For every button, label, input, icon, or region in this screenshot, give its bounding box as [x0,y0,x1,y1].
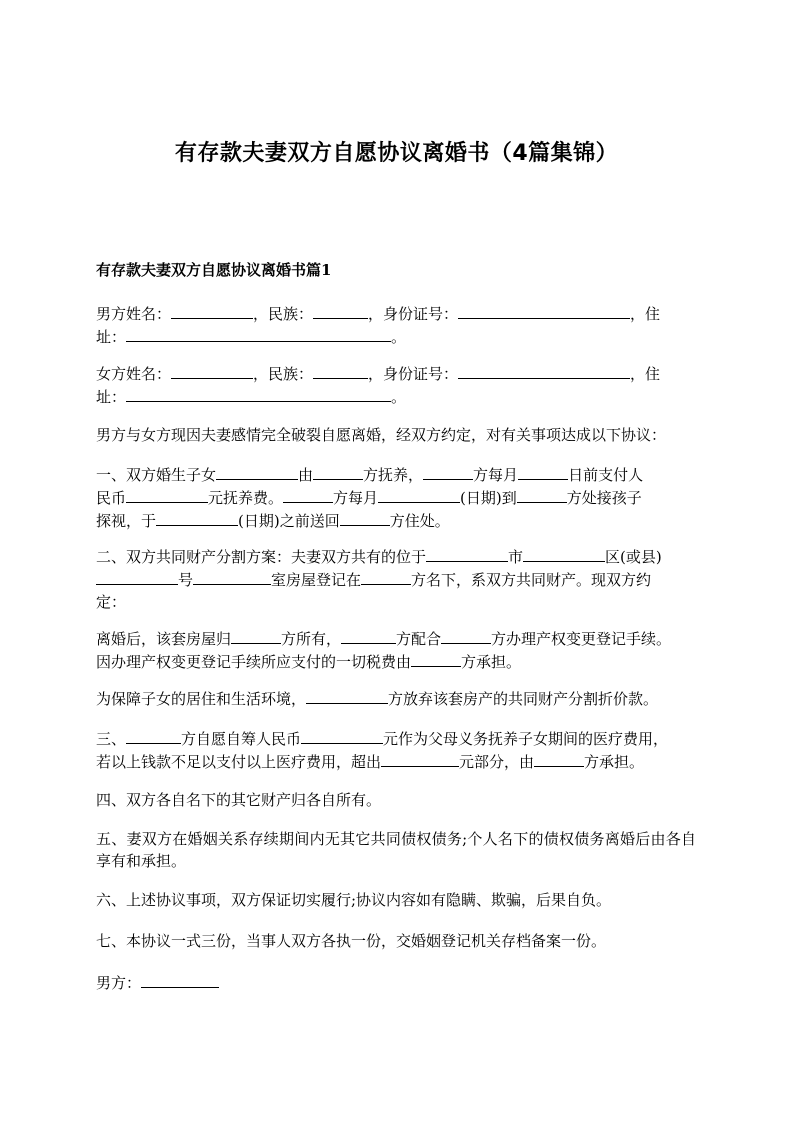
waiving-party-blank[interactable] [306,687,388,704]
clause-2-paragraph: 二、双方共同财产分割方案：夫妻双方共有的位于 市 区(或县) 号 室房屋登记在 方名下，系双方共同财产。现双方约 定： [96,545,696,613]
clause-3-paragraph: 三、 方自愿自筹人民币 元作为父母义务抚养子女期间的医疗费用， 若以上钱款不足以支付以上医疗费用，超出 元部分，由 方承担。 [96,727,696,773]
return-date-blank[interactable] [156,509,238,526]
payer-party-blank[interactable] [423,463,473,480]
pay-day-blank[interactable] [518,463,568,480]
wife-address-blank[interactable] [126,385,391,402]
section-heading: 有存款夫妻双方自愿协议离婚书篇1 [96,261,332,279]
medical-party-blank[interactable] [126,727,181,744]
excess-party-blank[interactable] [534,750,584,767]
clause-5-paragraph: 五、妻双方在婚姻关系存续期间内无其它共同债权债务;个人名下的债权债务离婚后由各自享有和承担。 [96,830,696,870]
excess-amount-blank[interactable] [381,750,459,767]
host-party-blank[interactable] [517,486,567,503]
wife-name-blank[interactable] [171,362,253,379]
husband-signature-blank[interactable] [141,971,219,988]
clause-7-paragraph: 七、本协议一式三份，当事人双方各执一份，交婚姻登记机关存档备案一份。 [96,932,607,950]
husband-signature: 男方： [96,971,696,994]
husband-ethnicity-blank[interactable] [313,302,368,319]
registered-party-blank[interactable] [361,568,411,585]
house-paragraph: 离婚后，该套房屋归 方所有， 方配合 方办理产权变更登记手续。 因办理产权变更登记手续所应支付的一切税费由 方承担。 [96,627,696,673]
return-party-blank[interactable] [340,509,390,526]
clause-1-paragraph: 一、双方婚生子女 由 方抚养， 方每月 日前支付人 民币 元抚养费。 方每月 (日期)到 方处接孩子 探视，于 (日期)之前送回 方住处。 [96,463,696,532]
intro-paragraph: 男方与女方现因夫妻感情完全破裂自愿离婚，经双方约定，对有关事项达成以下协议： [96,426,667,444]
wife-ethnicity-blank[interactable] [313,362,368,379]
transfer-party-blank[interactable] [441,627,491,644]
tax-party-blank[interactable] [411,650,461,667]
room-blank[interactable] [193,568,271,585]
visiting-party-blank[interactable] [283,486,333,503]
children-environment-paragraph: 为保障子女的居住和生活环境， 方放弃该套房产的共同财产分割折价款。 [96,687,696,710]
cooperating-party-blank[interactable] [341,627,396,644]
medical-amount-blank[interactable] [301,727,383,744]
child-blank[interactable] [216,463,298,480]
city-blank[interactable] [426,545,508,562]
street-number-blank[interactable] [96,568,178,585]
clause-4-paragraph: 四、双方各自名下的其它财产归各自所有。 [96,791,382,809]
wife-info-paragraph: 女方姓名： ，民族： ，身份证号： ，住 址： 。 [96,362,696,408]
document-title: 有存款夫妻双方自愿协议离婚书（4篇集锦） [174,141,619,166]
husband-info-paragraph: 男方姓名： ，民族： ，身份证号： ，住 址： 。 [96,302,696,348]
husband-id-blank[interactable] [458,302,630,319]
district-blank[interactable] [523,545,605,562]
house-owner-blank[interactable] [231,627,281,644]
custody-party-blank[interactable] [313,463,363,480]
husband-name-blank[interactable] [171,302,253,319]
clause-6-paragraph: 六、上述协议事项，双方保证切实履行;协议内容如有隐瞒、欺骗，后果自负。 [96,891,612,909]
husband-address-blank[interactable] [126,325,391,342]
visit-date-blank[interactable] [378,486,460,503]
support-amount-blank[interactable] [126,486,208,503]
wife-id-blank[interactable] [458,362,630,379]
